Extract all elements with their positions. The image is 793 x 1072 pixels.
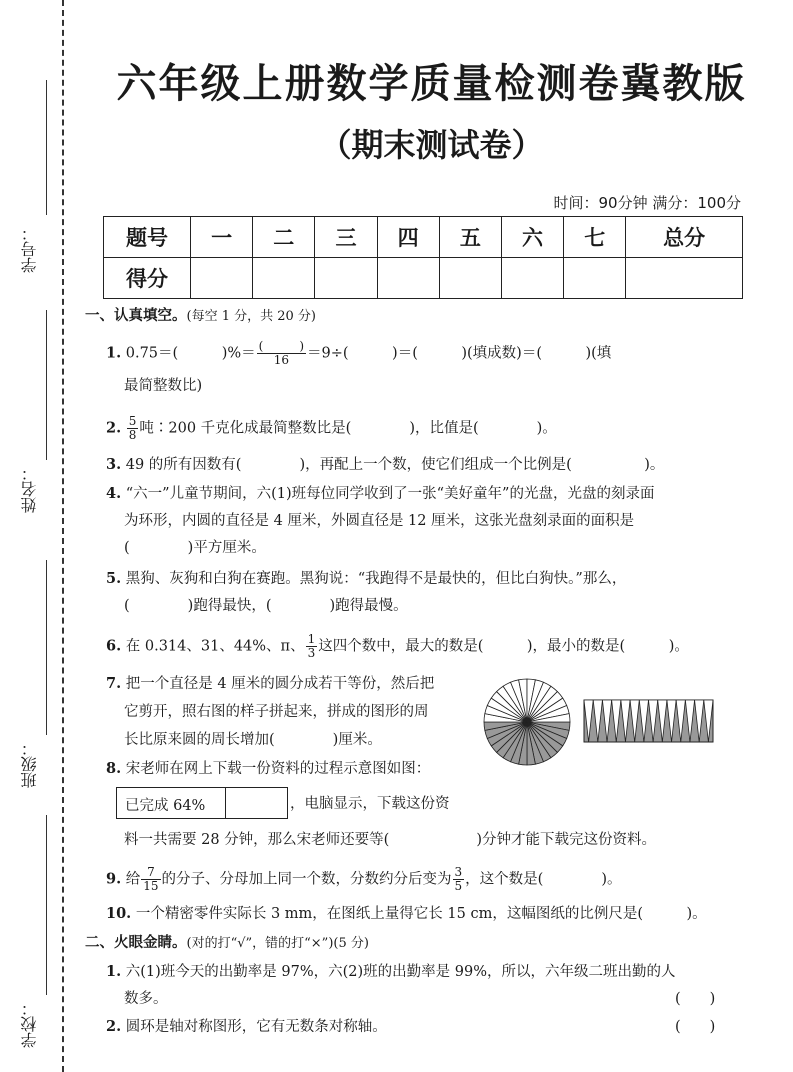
question-text: “六一”儿童节期间，六(1)班每位同学收到了一张“美好童年”的光盘，光盘的刻录面 <box>125 486 655 502</box>
score-header-cell: 六 <box>501 217 563 258</box>
score-input-cell[interactable] <box>191 258 253 299</box>
question-9 <box>106 866 622 893</box>
fraction-denominator: 8 <box>128 428 137 442</box>
score-table <box>103 216 743 299</box>
score-input-cell[interactable] <box>626 258 743 299</box>
question-text: 49 的所有因数有( )，再配上一个数，使它们组成一个比例是( )。 <box>125 457 665 473</box>
question-number: 6. <box>106 637 122 655</box>
class-label: 班级： <box>20 740 39 788</box>
tf-question-2 <box>106 1017 387 1037</box>
question-text: 把一个直径是 4 厘米的圆分成若干等份，然后把 <box>125 676 435 692</box>
section-1-heading <box>85 306 316 327</box>
question-number: 4. <box>106 485 122 502</box>
question-text: ，这个数是( )。 <box>465 871 622 888</box>
section-2-title: 二、火眼金睛。 <box>85 935 187 951</box>
fraction <box>453 866 465 893</box>
question-text: 吨∶200 千克化成最简整数比是( )，比值是( )。 <box>139 420 557 437</box>
time-score-info: 时间：90分钟 满分：100分 <box>553 194 741 212</box>
question-text: 0.75＝( )%＝ <box>125 345 256 362</box>
question-4-line-3: ( )平方厘米。 <box>124 540 266 556</box>
student-number-field[interactable] <box>10 80 54 310</box>
question-text: 的分子、分母加上同一个数，分数约分后变为 <box>161 871 452 888</box>
score-header-cell: 一 <box>191 217 253 258</box>
question-5 <box>106 569 626 589</box>
question-text: 宋老师在网上下载一份资料的过程示意图如图： <box>125 761 431 777</box>
fraction-numerator: 1 <box>307 632 316 646</box>
fraction <box>141 866 160 893</box>
name-label: 姓名： <box>20 465 39 513</box>
download-progress-text: 已完成 64% <box>125 798 206 814</box>
question-4-line-2: 为环形，内圆的直径是 4 厘米，外圆直径是 12 厘米，这张光盘刻录面的面积是 <box>124 513 635 529</box>
page-subtitle: （期末测试卷） <box>319 126 544 164</box>
fraction-numerator: ( ) <box>258 339 305 353</box>
question-text: 在 0.314、31、44%、π、 <box>125 638 305 655</box>
question-7-line-2: 它剪开，照右图的样子拼起来，拼成的图形的周 <box>124 704 429 720</box>
question-text: ＝9÷( )＝( )(填成数)＝( )(填 <box>307 345 612 362</box>
fraction-numerator: 3 <box>454 865 463 879</box>
section-1-title: 一、认真填空。 <box>85 308 187 324</box>
question-text: 一个精密零件实际长 3 mm，在图纸上量得它长 15 cm，这幅图纸的比例尺是( )。 <box>135 906 707 922</box>
name-field[interactable] <box>10 310 54 550</box>
score-input-cell[interactable] <box>501 258 563 299</box>
question-number: 2. <box>106 419 122 437</box>
question-number: 9. <box>106 870 122 888</box>
student-number-line <box>46 80 47 215</box>
question-7 <box>106 674 434 694</box>
section-2-note: (对的打“√”，错的打“×”)(5 分) <box>186 936 369 951</box>
class-line <box>46 560 47 735</box>
tf-answer-paren-2[interactable]: ( ) <box>675 1019 716 1035</box>
question-number: 8. <box>106 760 122 777</box>
name-line <box>46 310 47 460</box>
section-1-note: (每空 1 分，共 20 分) <box>186 309 316 324</box>
tf-question-1 <box>106 962 676 982</box>
circle-sectors-figure <box>480 672 730 772</box>
score-header-cell: 总分 <box>626 217 743 258</box>
score-table-score-row <box>104 258 743 299</box>
fraction-numerator: 7 <box>141 866 160 880</box>
score-header-cell: 题号 <box>104 217 191 258</box>
question-number: 5. <box>106 570 122 587</box>
school-field[interactable] <box>10 815 54 1065</box>
score-input-cell[interactable] <box>564 258 626 299</box>
score-input-cell[interactable] <box>253 258 315 299</box>
score-header-cell: 三 <box>315 217 377 258</box>
school-line <box>46 815 47 995</box>
score-table-header-row <box>104 217 743 258</box>
question-2 <box>106 415 557 442</box>
student-number-label: 学号： <box>20 225 39 273</box>
school-label: 学校： <box>20 1000 39 1048</box>
divided-circle <box>484 679 570 765</box>
question-4 <box>106 484 654 504</box>
score-input-cell[interactable] <box>315 258 377 299</box>
score-input-cell[interactable] <box>377 258 439 299</box>
question-1 <box>106 340 611 367</box>
question-text: 六(1)班今天的出勤率是 97%，六(2)班的出勤率是 99%，所以，六年级二班出勤的人 <box>125 964 676 980</box>
tf-answer-paren-1[interactable]: ( ) <box>675 991 716 1007</box>
question-text: 给 <box>125 871 141 888</box>
fraction-denominator: 3 <box>307 646 316 660</box>
tf-question-1-line-2: 数多。 <box>124 991 168 1007</box>
fraction-numerator: 5 <box>128 414 137 428</box>
class-field[interactable] <box>10 560 54 800</box>
question-8 <box>106 759 430 779</box>
page-title: 六年级上册数学质量检测卷冀教版 <box>116 61 747 107</box>
question-number: 1. <box>106 344 122 362</box>
question-text: 这四个数中，最大的数是( )，最小的数是( )。 <box>318 638 689 655</box>
section-2-heading <box>85 933 369 954</box>
question-8-line-2: ，电脑显示，下载这份资 <box>290 796 450 812</box>
question-text: 圆环是轴对称图形，它有无数条对称轴。 <box>125 1019 387 1035</box>
fraction <box>257 340 306 367</box>
fraction-denominator: 16 <box>273 353 289 367</box>
score-input-cell[interactable] <box>439 258 501 299</box>
score-row-label: 得分 <box>104 258 191 299</box>
score-header-cell: 五 <box>439 217 501 258</box>
question-3 <box>106 455 664 475</box>
fraction-denominator: 5 <box>454 879 463 893</box>
fraction-denominator: 15 <box>143 879 159 893</box>
score-header-cell: 七 <box>564 217 626 258</box>
download-progress-bar <box>116 787 288 819</box>
question-10 <box>106 904 707 924</box>
score-header-cell: 四 <box>377 217 439 258</box>
score-header-cell: 二 <box>253 217 315 258</box>
question-number: 2. <box>106 1018 122 1035</box>
question-8-line-3: 料一共需要 28 分钟，那么宋老师还要等( )分钟才能下载完这份资料。 <box>124 832 656 848</box>
question-text: 黑狗、灰狗和白狗在赛跑。黑狗说：“我跑得不是最快的，但比白狗快。”那么， <box>125 571 627 587</box>
question-number: 1. <box>106 963 122 980</box>
fraction <box>306 633 318 660</box>
fraction <box>127 415 139 442</box>
question-number: 3. <box>106 456 122 473</box>
question-number: 10. <box>106 905 132 922</box>
question-7-line-3: 长比原来圆的周长增加( )厘米。 <box>124 732 382 748</box>
question-6 <box>106 633 689 660</box>
question-1-line-2: 最简整数比) <box>124 378 203 394</box>
question-5-line-2: ( )跑得最快，( )跑得最慢。 <box>124 598 408 614</box>
question-number: 7. <box>106 675 122 692</box>
binding-dashed-line <box>62 0 64 1072</box>
rearranged-sectors-strip <box>584 700 713 742</box>
